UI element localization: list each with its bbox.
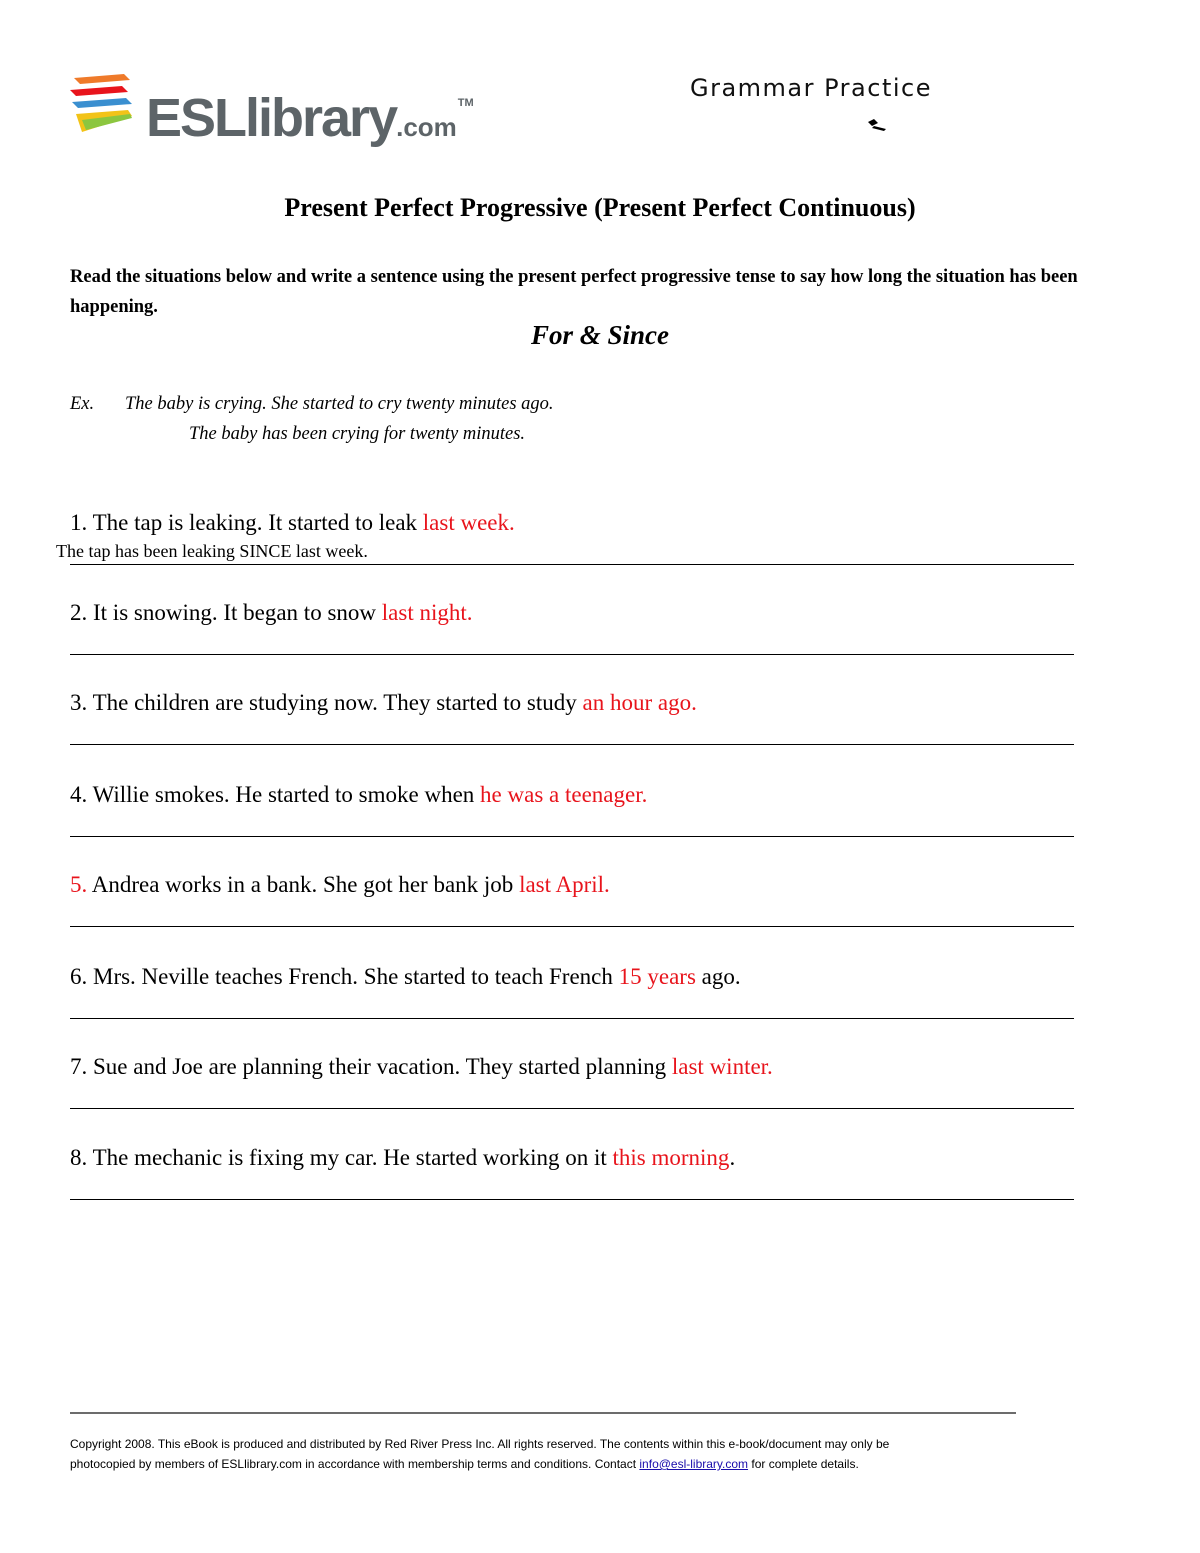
exercise-question: 4. Willie smokes. He started to smoke when he was a teenager. bbox=[70, 782, 648, 807]
example-label: Ex. bbox=[70, 394, 95, 414]
exercise-question: 3. The children are studying now. They started to study an hour ago. bbox=[70, 690, 697, 715]
section-label: Grammar Practice bbox=[690, 74, 932, 102]
answer-line[interactable] bbox=[70, 654, 1074, 655]
answer-line[interactable] bbox=[70, 1199, 1074, 1200]
exercise-1 bbox=[56, 510, 1074, 600]
answer-line[interactable] bbox=[70, 836, 1074, 837]
example-question: Ex. The baby is crying. She started to cry twenty minutes ago. bbox=[70, 394, 554, 414]
exercise-question: 7. Sue and Joe are planning their vacation. They started planning last winter. bbox=[70, 1054, 773, 1079]
answer-line[interactable] bbox=[70, 1108, 1074, 1109]
contact-email-link[interactable]: info@esl-library.com bbox=[639, 1457, 749, 1471]
exercise-question: 8. The mechanic is fixing my car. He started working on it this morning. bbox=[70, 1145, 736, 1170]
copyright-footer bbox=[70, 1434, 1030, 1474]
exercise-7 bbox=[70, 1054, 1074, 1144]
answer-line[interactable] bbox=[70, 926, 1074, 927]
esl-library-logo bbox=[68, 70, 474, 148]
exercise-question: 1. The tap is leaking. It started to leak last week. bbox=[70, 510, 515, 535]
exercise-3 bbox=[70, 690, 1074, 780]
answer-line[interactable] bbox=[70, 1018, 1074, 1019]
exercise-question: 2. It is snowing. It began to snow last night. bbox=[70, 600, 473, 625]
footer-line-1: Copyright 2008. This eBook is produced and distributed by Red River Press Inc. All rights reserved. The contents within this e-book/document may only be bbox=[70, 1437, 890, 1451]
exercise-2 bbox=[70, 600, 1074, 690]
exercise-question: 6. Mrs. Neville teaches French. She started to teach French 15 years ago. bbox=[70, 964, 741, 989]
answer-line[interactable] bbox=[70, 564, 1074, 565]
answer-line[interactable] bbox=[70, 744, 1074, 745]
exercise-4 bbox=[70, 782, 1074, 872]
logo-wordmark: ESLlibrary.com™ bbox=[146, 88, 474, 148]
exercise-6 bbox=[70, 964, 1074, 1054]
instructions: Read the situations below and write a sentence using the present perfect progressive tense to say how long the situation has been happening. bbox=[70, 267, 1078, 317]
pencil-icon bbox=[866, 118, 888, 132]
subtitle: For & Since bbox=[530, 320, 670, 350]
answer-text: The tap has been leaking SINCE last week. bbox=[56, 541, 368, 561]
page-title: Present Perfect Progressive (Present Perfect Continuous) bbox=[284, 193, 916, 222]
footer-divider bbox=[70, 1412, 1016, 1414]
example-answer: The baby has been crying for twenty minutes. bbox=[189, 424, 526, 444]
exercise-8 bbox=[70, 1145, 1074, 1235]
book-stack-icon bbox=[68, 70, 142, 136]
footer-line-2: photocopied by members of ESLlibrary.com in accordance with membership terms and conditions. Contact info@esl-library.com for complete details. bbox=[70, 1457, 859, 1471]
exercise-question: 5. Andrea works in a bank. She got her bank job last April. bbox=[70, 872, 610, 897]
exercise-5 bbox=[70, 872, 1074, 962]
